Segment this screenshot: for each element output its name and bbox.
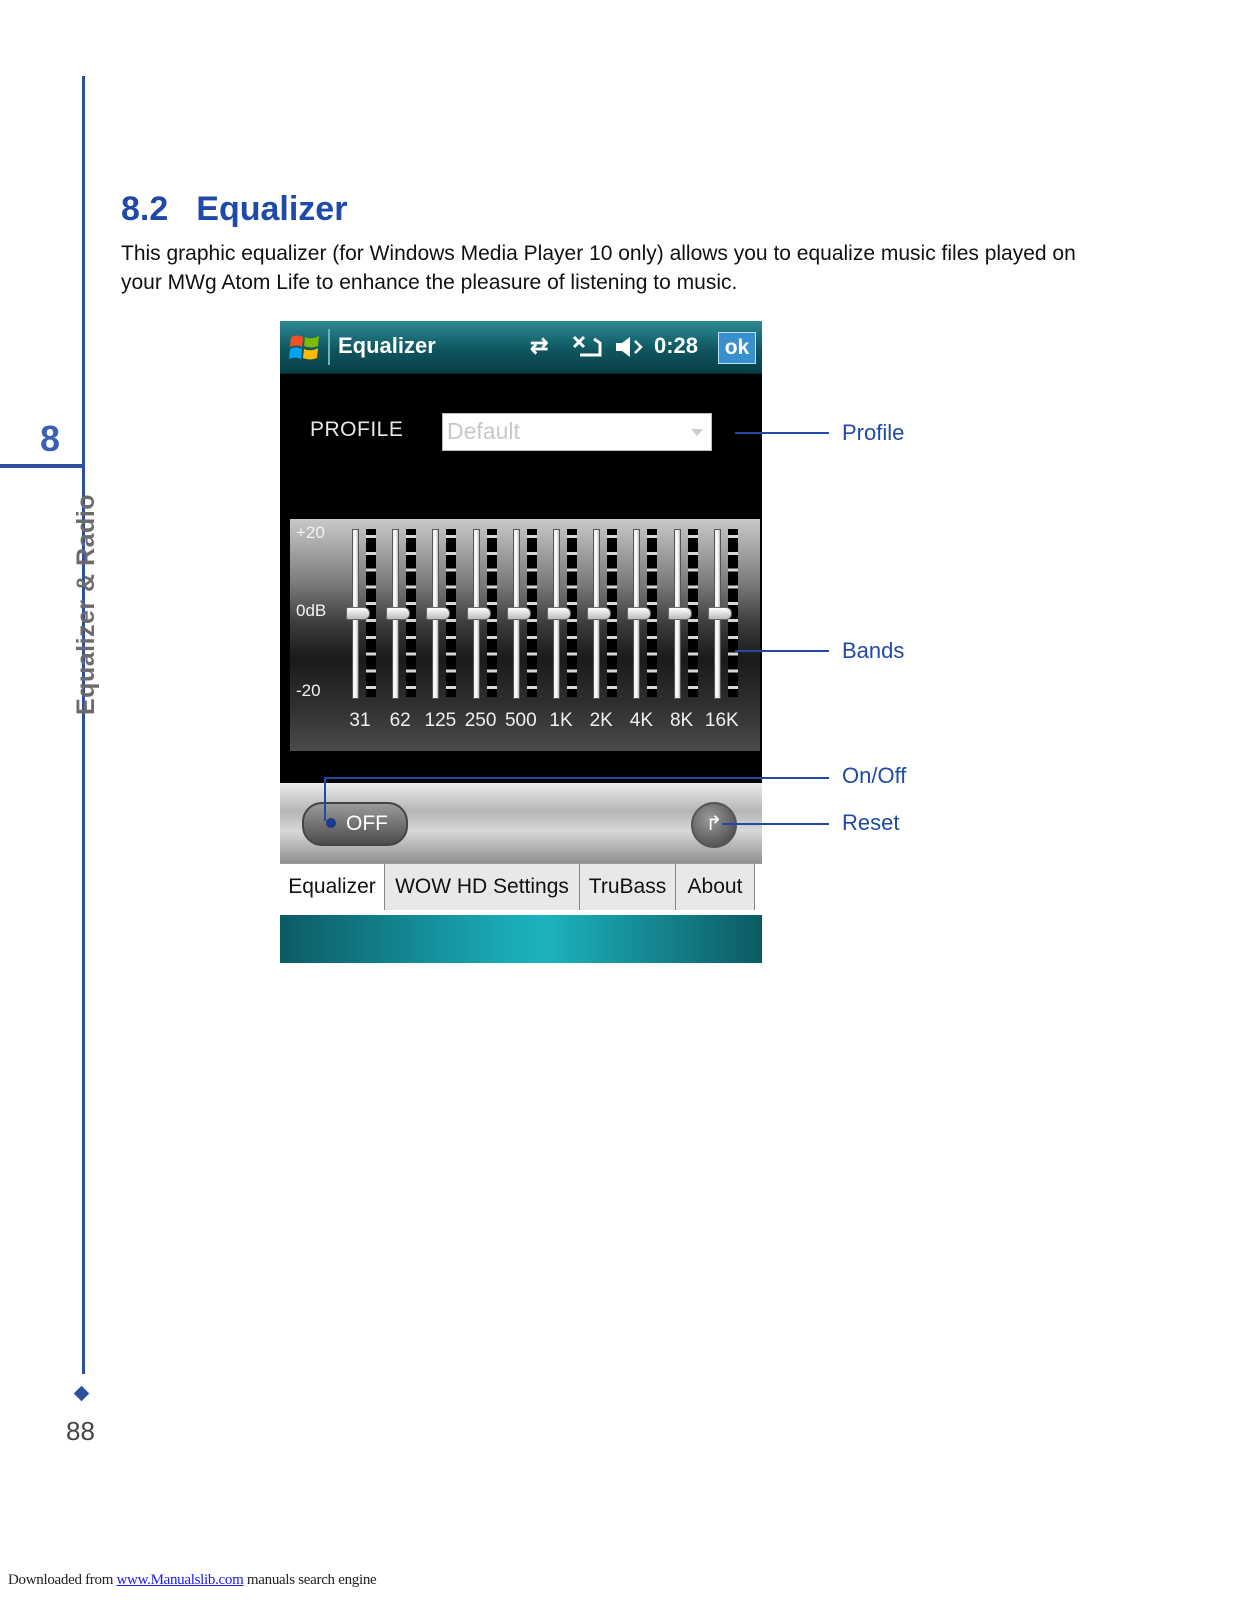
slider-thumb[interactable] <box>426 607 450 620</box>
device-screenshot <box>280 321 762 963</box>
band-frequency-label: 16K <box>704 710 739 731</box>
tab-bar <box>280 863 762 916</box>
no-signal-icon[interactable] <box>570 333 604 359</box>
profile-dropdown[interactable] <box>442 413 712 451</box>
callout-vline-onoff <box>324 777 326 821</box>
eq-band-slider[interactable] <box>426 527 460 697</box>
band-frequency-label: 125 <box>424 710 457 731</box>
equalizer-bands-panel <box>290 519 760 751</box>
profile-label: PROFILE <box>310 418 404 441</box>
reset-arrow-icon: ↱ <box>705 813 723 835</box>
eq-band-slider[interactable] <box>386 527 420 697</box>
on-off-label: OFF <box>346 812 388 835</box>
slider-thumb[interactable] <box>467 607 491 620</box>
slider-thumb[interactable] <box>627 607 651 620</box>
band-frequency-label: 500 <box>504 710 537 731</box>
section-title: Equalizer <box>196 190 348 228</box>
eq-band-slider[interactable] <box>627 527 661 697</box>
callout-line-bands <box>735 650 829 652</box>
volume-muted-icon[interactable] <box>614 335 648 359</box>
page-number: 88 <box>66 1416 95 1446</box>
scale-mid-label: 0dB <box>296 601 327 620</box>
eq-band-slider[interactable] <box>346 527 380 697</box>
slider-thumb[interactable] <box>507 607 531 620</box>
windows-logo-icon[interactable] <box>288 331 322 365</box>
scale-bottom-label: -20 <box>296 681 321 700</box>
diamond-bullet-icon <box>74 1386 90 1402</box>
callout-line-reset <box>722 823 829 825</box>
callout-onoff: On/Off <box>842 763 907 788</box>
slider-thumb[interactable] <box>587 607 611 620</box>
scale-top-label: +20 <box>296 523 325 542</box>
section-heading <box>121 190 347 229</box>
chapter-title: Equalizer & Radio <box>72 493 100 715</box>
intro-paragraph: This graphic equalizer (for Windows Media Player 10 only) allows you to equalize music files played on your MWg Atom Life to enhance the pleasure of listening to music. <box>121 242 1076 294</box>
eq-band-slider[interactable] <box>467 527 501 697</box>
band-frequency-label: 2K <box>589 710 613 731</box>
eq-band-slider[interactable] <box>507 527 541 697</box>
callout-line-profile <box>735 432 829 434</box>
footer-link[interactable]: www.Manualslib.com <box>116 1572 244 1588</box>
bottom-bar <box>280 915 762 963</box>
toggle-indicator <box>326 818 336 828</box>
tab-equalizer[interactable]: Equalizer <box>280 864 385 910</box>
eq-band-slider[interactable] <box>587 527 621 697</box>
tab-wow-hd-settings[interactable]: WOW HD Settings <box>385 864 580 910</box>
callout-bands: Bands <box>842 638 905 663</box>
band-frequency-label: 31 <box>349 710 371 731</box>
chapter-number: 8 <box>40 418 61 459</box>
chapter-tab-rule <box>0 464 84 468</box>
callout-line-onoff <box>324 777 829 779</box>
chevron-down-icon <box>691 429 703 436</box>
footer-prefix: Downloaded from <box>8 1572 117 1588</box>
title-bar <box>280 321 762 374</box>
margin-rule <box>82 76 85 1374</box>
callout-reset: Reset <box>842 810 900 835</box>
slider-thumb[interactable] <box>346 607 370 620</box>
eq-band-slider[interactable] <box>668 527 702 697</box>
footer <box>8 1572 376 1589</box>
tab-about[interactable]: About <box>676 864 755 910</box>
slider-thumb[interactable] <box>547 607 571 620</box>
clock: 0:28 <box>654 333 699 358</box>
band-frequency-label: 62 <box>389 710 411 731</box>
sync-icon[interactable]: ⇄ <box>530 333 549 358</box>
slider-thumb[interactable] <box>668 607 692 620</box>
eq-band-slider[interactable] <box>547 527 581 697</box>
slider-thumb[interactable] <box>708 607 732 620</box>
reset-button[interactable] <box>691 802 737 848</box>
band-frequency-label: 1K <box>549 710 573 731</box>
footer-suffix: manuals search engine <box>243 1572 377 1588</box>
profile-value: Default <box>447 418 520 444</box>
section-number: 8.2 <box>121 190 169 228</box>
band-frequency-label: 250 <box>464 710 497 731</box>
band-frequency-label: 8K <box>669 710 694 731</box>
on-off-toggle[interactable] <box>302 802 408 846</box>
callout-profile: Profile <box>842 420 905 445</box>
tab-trubass[interactable]: TruBass <box>580 864 676 910</box>
app-title: Equalizer <box>338 333 436 358</box>
title-separator <box>328 329 330 365</box>
ok-button[interactable]: ok <box>718 332 756 364</box>
slider-thumb[interactable] <box>386 607 410 620</box>
band-frequency-label: 4K <box>629 710 654 731</box>
eq-band-slider[interactable] <box>708 527 742 697</box>
